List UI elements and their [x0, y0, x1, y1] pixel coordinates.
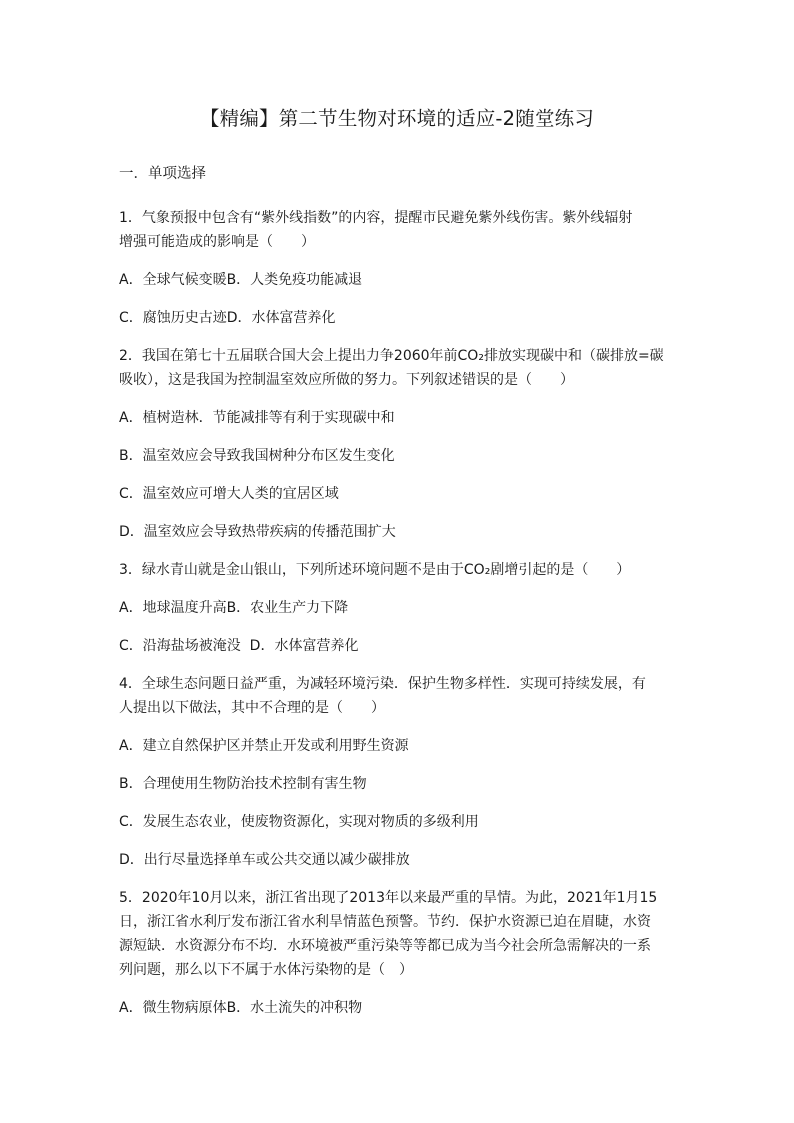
question-3-option: A．地球温度升高B．农业生产力下降	[119, 600, 349, 616]
question-1-stem	[119, 206, 679, 254]
question-4-option: B．合理使用生物防治技术控制有害生物	[119, 776, 367, 792]
stem-line: 增强可能造成的影响是（ ）	[119, 234, 315, 250]
question-1-option: A．全球气候变暖B．人类免疫功能减退	[119, 272, 363, 288]
question-3-stem	[119, 558, 679, 582]
question-3-option: C．沿海盐场被淹没 D．水体富营养化	[119, 638, 359, 654]
question-4-option: C．发展生态农业，使废物资源化，实现对物质的多级利用	[119, 814, 479, 830]
stem-line: 源短缺．水资源分布不均．水环境被严重污染等等都已成为当今社会所急需解决的一系	[119, 938, 651, 954]
question-4-option: D．出行尽量选择单车或公共交通以减少碳排放	[119, 852, 410, 868]
question-2-option: A．植树造林．节能减排等有利于实现碳中和	[119, 410, 395, 426]
question-1-option: C．腐蚀历史古迹D．水体富营养化	[119, 310, 336, 326]
question-4-option: A．建立自然保护区并禁止开发或利用野生资源	[119, 738, 409, 754]
question-4-stem	[119, 672, 679, 720]
question-5-option: A．微生物病原体B．水土流失的冲积物	[119, 1000, 363, 1016]
stem-line: 吸收），这是我国为控制温室效应所做的努力。下列叙述错误的是（ ）	[119, 372, 574, 388]
stem-line: 列问题，那么以下不属于水体污染物的是（ ）	[119, 962, 413, 978]
question-2-stem	[119, 344, 679, 392]
stem-line: 4．全球生态问题日益严重，为减轻环境污染．保护生物多样性．实现可持续发展，有	[119, 676, 646, 692]
question-list	[119, 206, 679, 1034]
stem-line: 3．绿水青山就是金山银山，下列所述环境问题不是由于CO₂剧增引起的是（ ）	[119, 562, 631, 578]
question-2-option: C．温室效应可增大人类的宜居区域	[119, 486, 339, 502]
page-title: 【精编】第二节生物对环境的适应-2随堂练习	[199, 107, 595, 130]
stem-line: 人提出以下做法，其中不合理的是（ ）	[119, 700, 385, 716]
stem-line: 2．我国在第七十五届联合国大会上提出力争2060年前CO₂排放实现碳中和（碳排放=碳	[119, 348, 664, 364]
question-5-stem	[119, 886, 679, 982]
question-2-option: D．温室效应会导致热带疾病的传播范围扩大	[119, 524, 396, 540]
stem-line: 5．2020年10月以来，浙江省出现了2013年以来最严重的旱情。为此，2021年1月15	[119, 890, 658, 906]
stem-line: 日，浙江省水利厅发布浙江省水利旱情蓝色预警。节约．保护水资源已迫在眉睫，水资	[119, 914, 651, 930]
question-2-option: B．温室效应会导致我国树种分布区发生变化	[119, 448, 395, 464]
stem-line: 1．气象预报中包含有“紫外线指数”的内容，提醒市民避免紫外线伤害。紫外线辐射	[119, 210, 633, 226]
section-heading: 一．单项选择	[119, 166, 206, 182]
